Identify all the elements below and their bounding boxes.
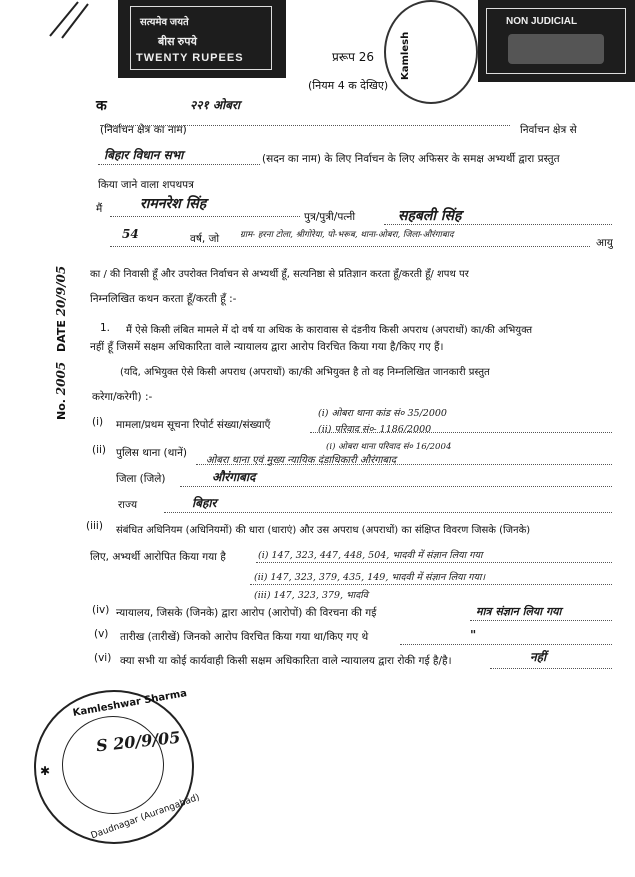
item-ii-line	[196, 464, 612, 465]
margin-date-value: 20/9/05	[54, 265, 68, 317]
father-name: सहबली सिंह	[398, 208, 462, 224]
district-value: औरंगाबाद	[212, 470, 256, 484]
state-value: बिहार	[192, 496, 217, 510]
item-iv-value: मात्र संज्ञान लिया गया	[476, 605, 562, 618]
constituency-value: २२१ ओबरा	[190, 98, 241, 112]
resident-text: का / की निवासी हूँ और उपरोक्त निर्वाचन से अभ्यर्थी हूँ, सत्यनिष्ठा से प्रतिज्ञान करता हूँ/करती हूँ/ शपथ पर	[90, 269, 469, 280]
state-label: राज्य	[118, 499, 138, 511]
stamp-mid-text: बीस रुपये	[158, 36, 197, 48]
diagonal-marks	[40, 0, 90, 40]
item-iv-line	[470, 620, 612, 621]
item-iv-label: न्यायालय, जिसके (जिनके) द्वारा आरोप (आरोपों) की विरचना की गई	[116, 607, 377, 619]
item-iii-line2: लिए, अभ्यर्थी आरोपित किया गया है	[90, 551, 226, 563]
age-suffix: आयु	[596, 237, 613, 249]
deponent-prefix: मैं	[96, 203, 103, 215]
item-iii-value2: (ii) 147, 323, 379, 435, 149, भादवी में संज्ञान लिया गया।	[254, 572, 486, 583]
item-ii-value2: ओबरा थाना एवं मुख्य न्यायिक दंडाधिकारी औरंगाबाद	[206, 455, 397, 466]
rule-reference: (नियम 4 क देखिए)	[308, 79, 389, 92]
right-stamp-label: NON JUDICIAL	[506, 16, 578, 27]
father-name-line	[384, 224, 612, 225]
item-i-label: मामला/प्रथम सूचना रिपोर्ट संख्या/संख्याएँ	[116, 419, 271, 431]
item-iii-value1: (i) 147, 323, 447, 448, 504, भादवी में संज्ञान लिया गया	[258, 550, 483, 561]
item-vi-value: नहीं	[530, 650, 547, 664]
item-iii-line-b	[250, 584, 612, 585]
item-vi-label: क्या सभी या कोई कार्यवाही किसी सक्षम अधिकारिता वाले न्यायालय द्वारा रोकी गई है/है।	[120, 655, 452, 667]
house-text: (सदन का नाम) के लिए निर्वाचन के लिए अफिसर के समक्ष अभ्यर्थी द्वारा प्रस्तुत	[262, 153, 560, 165]
item-iv-number: (iv)	[92, 604, 110, 616]
point1-line1: मैं ऐसे किसी लंबित मामले में दो वर्ष या अधिक के कारावास से दंडनीय किसी अपराध (अपराधों) का/की अभियुक्त	[126, 325, 533, 336]
deponent-age: 54	[122, 227, 139, 241]
item-ii-number: (ii)	[92, 444, 107, 456]
right-stamp	[478, 0, 635, 82]
relation-label: पुत्र/पुत्री/पत्नी	[304, 211, 356, 223]
item-iii-value3: (iii) 147, 323, 379, भादवि	[254, 590, 368, 601]
item-i-value2: (ii) परिवाद सं०- 1186/2000	[318, 424, 432, 435]
house-line	[98, 164, 260, 165]
deponent-name: रामनरेश सिंह	[140, 196, 207, 212]
notary-seal-top-text: Kamleshwar Sharma	[71, 688, 188, 719]
item-i-line	[310, 432, 612, 433]
district-line	[180, 486, 612, 487]
district-label: जिला (जिले)	[116, 473, 166, 485]
form-title: प्ररूप 26	[332, 50, 375, 64]
constituency-label: (निर्वाचन क्षेत्र का नाम)	[100, 124, 187, 136]
kamlesh-stamp-text: Kamlesh	[400, 31, 411, 80]
item-v-number: (v)	[94, 628, 109, 640]
constituency-suffix: निर्वाचन क्षेत्र से	[520, 124, 577, 136]
statement-text: निम्नलिखित कथन करता हूँ/करती हूँ :-	[90, 293, 237, 305]
point1-line4: करेगा/करेगी) :-	[92, 391, 153, 403]
deponent-address: ग्राम- हरना टोला, श्रीगोरेया, पो-भरूब, थाना-ओबरा, जिला-औरंगाबाद	[240, 230, 454, 240]
item-ii-value1: (i) ओबरा थाना परिवाद सं० 16/2004	[326, 442, 452, 452]
margin-note	[54, 266, 68, 420]
margin-no-label: No.	[55, 399, 68, 420]
item-i-value1: (i) ओबरा थाना कांड सं० 35/2000	[318, 408, 447, 419]
state-line	[164, 512, 612, 513]
item-ii-label: पुलिस थाना (थानें)	[116, 447, 188, 459]
margin-date-label: DATE	[55, 320, 68, 352]
address-line	[110, 246, 590, 247]
item-v-label: तारीख (तारीखें) जिनको आरोप विरचित किया गया था/किए गए थे	[120, 631, 369, 643]
stamp-value-text: TWENTY RUPEES	[136, 52, 244, 64]
item-iii-line1: संबंधित अधिनियम (अधिनियमों) की धारा (धाराएं) और उस अपराध (अपराधों) का संक्षिप्त विवरण जिसके (जिनके)	[116, 525, 531, 536]
item-vi-number: (vi)	[94, 652, 112, 664]
item-iii-line-a	[256, 562, 612, 563]
age-label: वर्ष, जो	[190, 233, 220, 245]
stamp-top-text: सत्यमेव जयते	[140, 17, 189, 28]
item-v-value: "	[470, 628, 477, 642]
notary-seal-bottom-text: Daudnagar (Aurangabad)	[89, 792, 202, 842]
deponent-name-line	[110, 216, 300, 217]
point1-number: 1.	[100, 322, 111, 334]
kamlesh-circle-stamp	[384, 0, 478, 104]
notary-signature: S 20/9/05	[95, 727, 182, 756]
point1-line3: (यदि, अभियुक्त ऐसे किसी अपराध (अपराधों) का/की अभियुक्त है तो वह निम्नलिखित जानकारी प्रस्तुत	[120, 367, 490, 378]
mark-ka: क	[96, 98, 107, 114]
item-v-line	[400, 644, 612, 645]
point1-line2: नहीं हूँ जिसमें सक्षम अधिकारिता वाले न्यायालय द्वारा आरोप विरचित किया गया है/किए गए हैं।	[90, 341, 444, 353]
item-vi-line	[490, 668, 612, 669]
item-i-number: (i)	[92, 416, 104, 428]
left-stamp	[118, 0, 286, 78]
affidavit-line: किया जाने वाला शपथपत्र	[98, 179, 194, 191]
item-iii-number: (iii)	[86, 520, 103, 532]
margin-no-value: 2005	[54, 361, 68, 396]
star-icon: ✱	[40, 764, 51, 778]
house-value: बिहार विधान सभा	[104, 148, 184, 162]
